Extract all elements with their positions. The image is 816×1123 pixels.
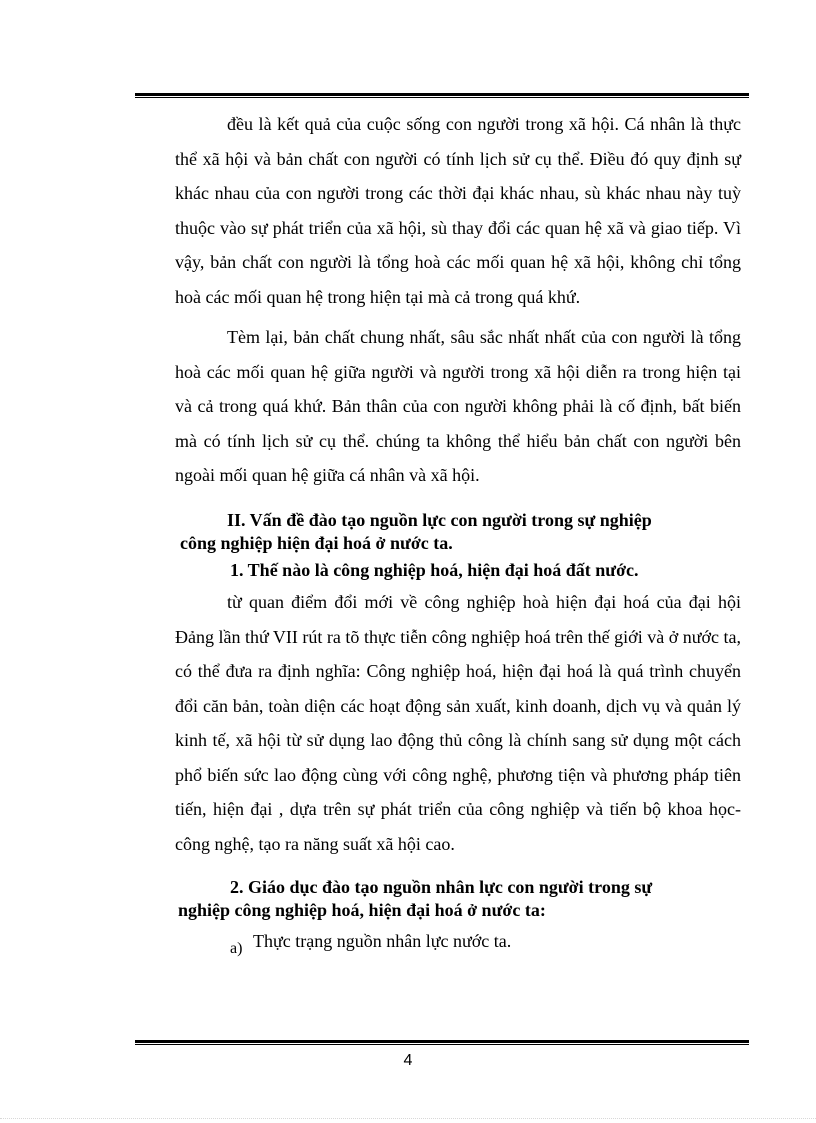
list-item <box>230 928 511 962</box>
footer-rule <box>135 1040 749 1046</box>
page-number: 4 <box>403 1052 413 1069</box>
subsection-heading-2-line-2: nghiệp công nghiệp hoá, hiện đại hoá ở nước ta: <box>178 900 546 920</box>
subsection-heading-1: 1. Thế nào là công nghiệp hoá, hiện đại hoá đất nước. <box>230 560 639 580</box>
list-item-text: Thực trạng nguồn nhân lực nước ta. <box>253 931 512 951</box>
header-rule <box>135 93 749 99</box>
paragraph-1: đều là kết quả của cuộc sống con người trong xã hội. Cá nhân là thực thể xã hội và bản chất con người có tính lịch sử cụ thể. Điều đó quy định sự khác nhau của con người trong các thời đại khác nhau, sù khác nhau này tuỳ thuộc vào sự phát triển của xã hội, sù thay đổi các quan hệ xã và giao tiếp. Vì vậy, bản chất con người là tổng hoà các mối quan hệ xã hội, không chỉ tổng hoà các mối quan hệ trong hiện tại mà cả trong quá khứ. <box>175 114 741 307</box>
paragraph-3: từ quan điểm đổi mới về công nghiệp hoà hiện đại hoá của đại hội Đảng lần thứ VII rút ra tõ thực tiễn công nghiệp hoá trên thế giới và ở nước ta, có thể đưa ra định nghĩa: Công nghiệp hoá, hiện đại hoá là quá trình chuyển đổi căn bản, toàn diện các hoạt động sản xuất, kinh doanh, dịch vụ và quản lý kinh tế, xã hội từ sử dụng lao động thủ công là chính sang sử dụng một cách phổ biến sức lao động cùng với công nghệ, phương tiện và phương pháp tiên tiến, hiện đại , dựa trên sự phát triển của công nghiệp và tiến bộ khoa học- công nghệ, tạo ra năng suất xã hội cao. <box>175 592 741 854</box>
paragraph-2: Tèm lại, bản chất chung nhất, sâu sắc nhất nhất của con người là tổng hoà các mối quan hệ giữa người và người trong xã hội diễn ra trong hiện tại và cả trong quá khứ. Bản thân của con người không phải là cố định, bất biến mà có tính lịch sử cụ thể. chúng ta không thể hiểu bản chất con người bên ngoài mối quan hệ giữa cá nhân và xã hội. <box>175 327 741 485</box>
list-marker: a) <box>230 940 243 957</box>
subsection-heading-2-line-1: 2. Giáo dục đào tạo nguồn nhân lực con người trong sự <box>230 877 653 897</box>
section-heading-line-2: công nghiệp hiện đại hoá ở nước ta. <box>180 533 453 553</box>
page-edge-divider <box>0 1118 816 1119</box>
section-heading-line-1: II. Vấn đề đào tạo nguồn lực con người trong sự nghiệp <box>227 510 652 530</box>
